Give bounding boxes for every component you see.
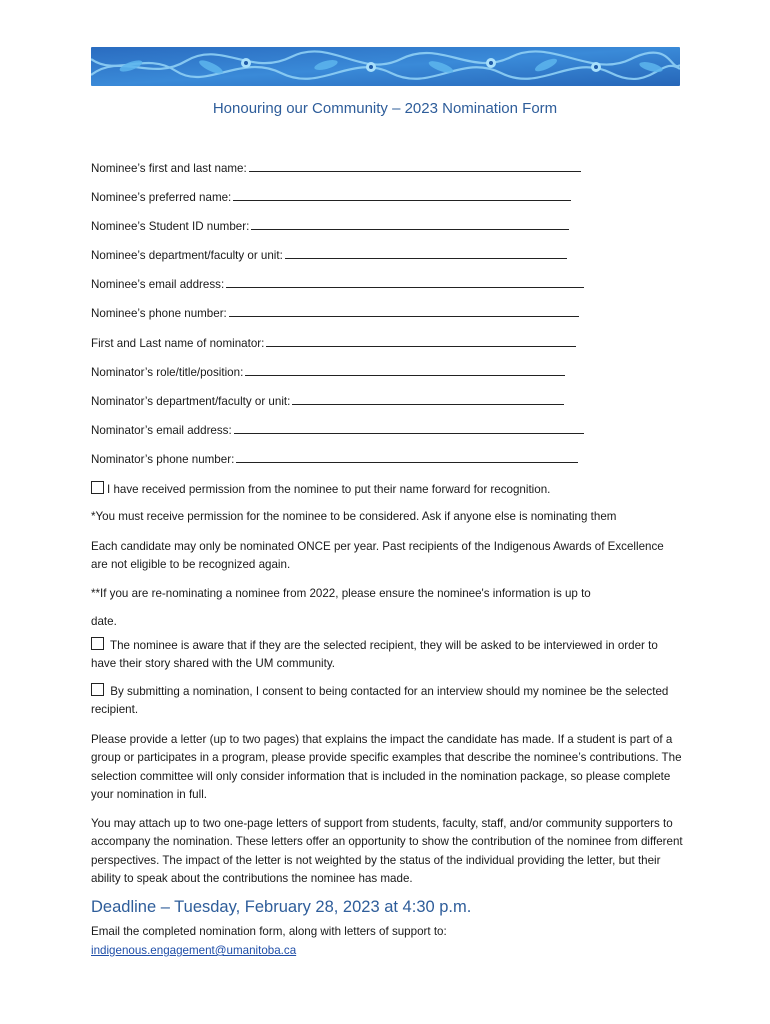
field-underline[interactable] [226, 277, 584, 288]
field-label: Nominee’s preferred name: [91, 191, 232, 205]
field-underline[interactable] [233, 190, 571, 201]
aware-checkbox-row [91, 637, 683, 673]
field-nominee-student-id[interactable] [91, 218, 683, 247]
email-link[interactable]: indigenous.engagement@umanitoba.ca [91, 944, 297, 958]
field-nominee-department[interactable] [91, 247, 683, 276]
aware-checkbox[interactable] [91, 637, 104, 650]
field-nominator-email[interactable] [91, 422, 683, 451]
consent-checkbox-row [91, 683, 683, 719]
permission-checkbox-row [91, 481, 683, 499]
field-label: First and Last name of nominator: [91, 336, 265, 350]
field-underline[interactable] [229, 306, 579, 317]
field-nominator-phone[interactable] [91, 451, 683, 480]
permission-checkbox[interactable] [91, 481, 104, 494]
field-label: Nominator’s department/faculty or unit: [91, 394, 291, 408]
field-label: Nominee’s first and last name: [91, 162, 247, 175]
field-nominator-name[interactable] [91, 335, 683, 364]
nominee-fields [91, 160, 683, 480]
field-underline[interactable] [292, 394, 564, 405]
page-title: Honouring our Community – 2023 Nomination Form [212, 100, 558, 117]
field-underline[interactable] [236, 452, 578, 463]
field-nominator-department[interactable] [91, 393, 683, 422]
field-label: Nominee’s email address: [91, 278, 225, 292]
field-underline[interactable] [245, 365, 565, 376]
renominate-note-cont: date. [91, 615, 117, 629]
support-paragraph: You may attach up to two one-page letters of support from students, faculty, staff, and/or community supporters to accompany the nomination. These letters offer an opportunity to show the contribution of the nominee from different perspectives. The impact of the letter is not weighted by the status of the individual providing the letter, but their ability to speak about the contributions the nominee has made. [91, 816, 683, 886]
field-nominee-preferred-name[interactable] [91, 189, 683, 218]
field-underline[interactable] [249, 161, 581, 172]
field-nominator-role[interactable] [91, 364, 683, 393]
deadline-heading: Deadline – Tuesday, February 28, 2023 at 4:30 p.m. [91, 897, 472, 916]
field-nominee-email[interactable] [91, 276, 683, 305]
form-body [91, 160, 683, 959]
field-label: Nominator’s role/title/position: [91, 365, 244, 379]
permission-label: I have received permission from the nominee to put their name forward for recognition. [107, 483, 551, 497]
permission-note: *You must receive permission for the nominee to be considered. Ask if anyone else is nominating them [91, 510, 617, 524]
aware-label: The nominee is aware that if they are the selected recipient, they will be asked to be interviewed in order to have their story shared with the UM community. [91, 638, 658, 670]
field-label: Nominee’s department/faculty or unit: [91, 249, 283, 263]
field-label: Nominator’s phone number: [91, 452, 235, 466]
email-instruction: Email the completed nomination form, along with letters of support to: [91, 924, 447, 938]
field-label: Nominee’s Student ID number: [91, 220, 250, 234]
field-nominee-name[interactable] [91, 160, 683, 189]
letter-paragraph: Please provide a letter (up to two pages) that explains the impact the candidate has made. If a student is part of a group or participates in a program, please provide specific examples that describe the nominee’s contributions. The selection committee will only consider information that is included in the nomination package, so please complete your nomination in full. [91, 732, 682, 802]
field-label: Nominator’s email address: [91, 423, 232, 437]
consent-checkbox[interactable] [91, 683, 104, 696]
renominate-note: **If you are re-nominating a nominee from 2022, please ensure the nominee's information is up to [91, 586, 591, 600]
field-label: Nominee’s phone number: [91, 307, 227, 321]
field-underline[interactable] [234, 423, 584, 434]
header-banner [91, 47, 680, 86]
field-underline[interactable] [251, 219, 569, 230]
field-underline[interactable] [285, 248, 567, 259]
consent-label: By submitting a nomination, I consent to being contacted for an interview should my nominee be the selected recipient. [91, 684, 669, 716]
once-note: Each candidate may only be nominated ONCE per year. Past recipients of the Indigenous Awards of Excellence are not eligible to be recognized again. [91, 539, 664, 572]
floral-pattern-icon [91, 47, 680, 86]
field-nominee-phone[interactable] [91, 305, 683, 334]
field-underline[interactable] [266, 336, 576, 347]
